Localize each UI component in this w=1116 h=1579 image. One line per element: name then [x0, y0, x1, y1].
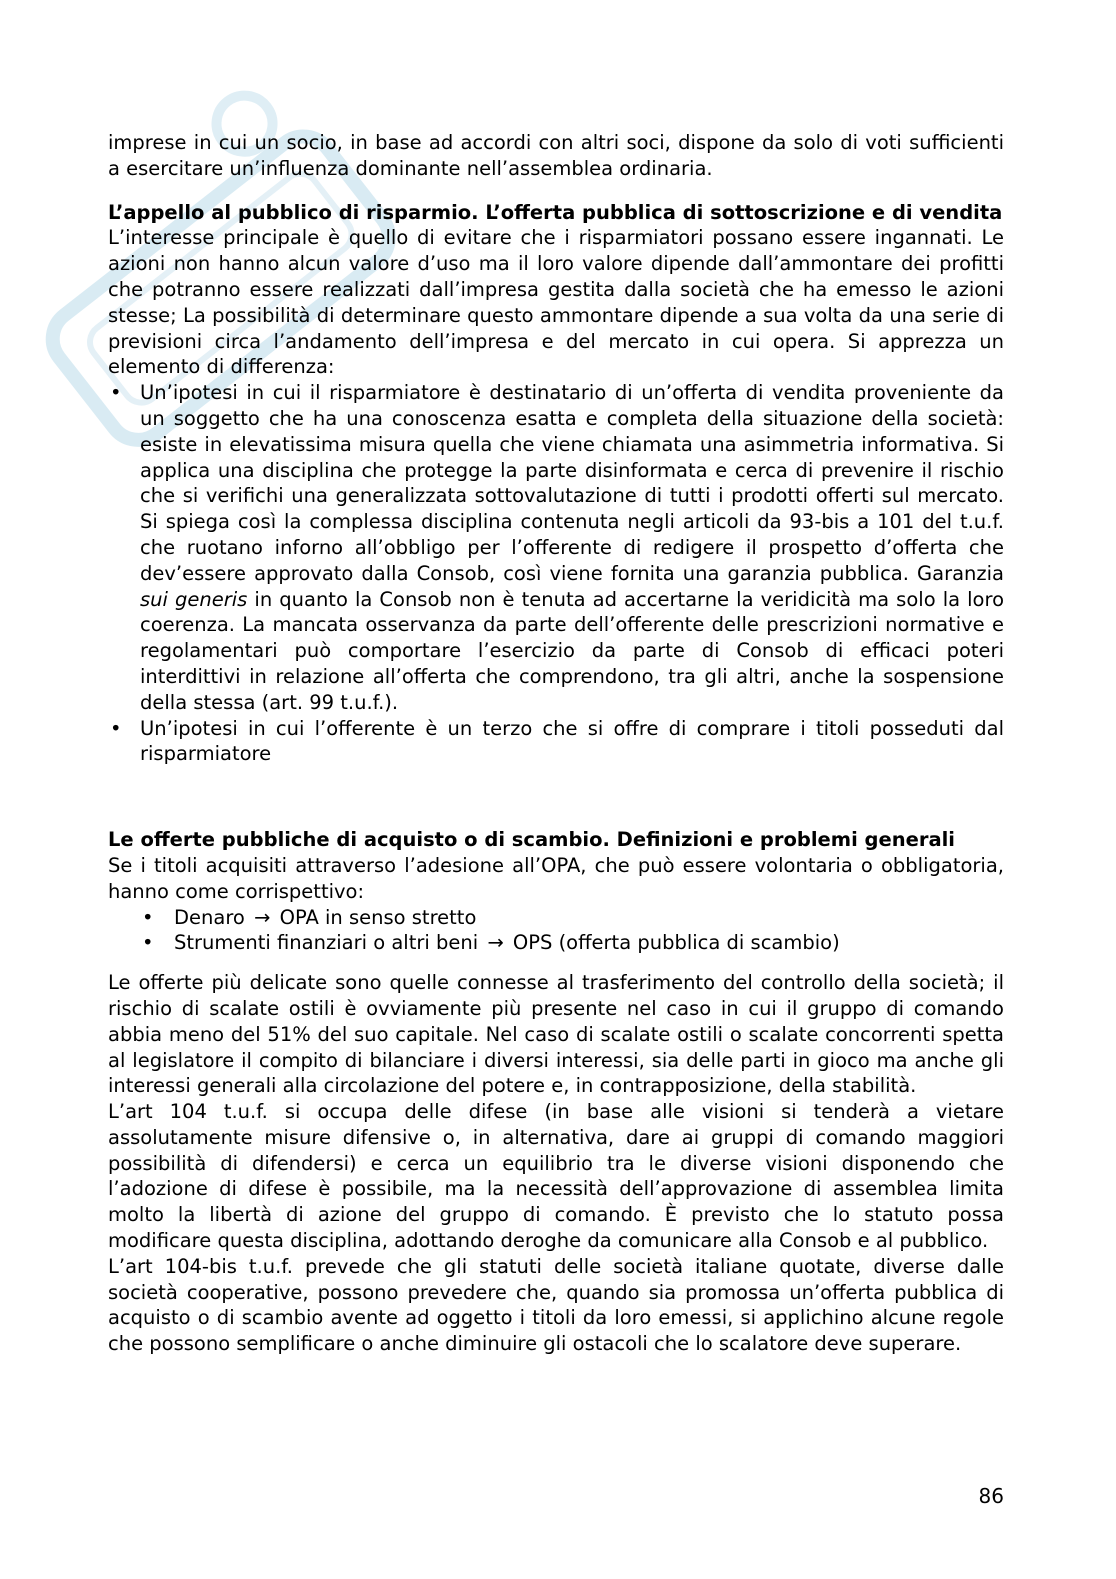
page-number: 86	[978, 1484, 1004, 1508]
arrow-right-icon: →	[254, 905, 271, 929]
bullet-list-corrispettivo	[108, 905, 1004, 957]
list-item-text: in quanto la Consob non è tenuta ad accertarne la veridicità ma solo la loro coerenza. La mancata osservanza da parte dell’offerente delle prescrizioni normative e regolamentari può comportare l’esercizio da parte di Consob di efficaci poteri interdittivi in relazione all’offerta che comprendono, tra gli altri, anche la sospensione della stessa (art. 99 t.u.f.).	[140, 587, 1005, 714]
list-item-term: Denaro	[174, 905, 245, 929]
section-intro-paragraph: Se i titoli acquisiti attraverso l’adesione all’OPA, che può essere volontaria o obbligatoria, hanno come corrispettivo:	[108, 853, 1004, 903]
section-paragraph: L’art 104 t.u.f. si occupa delle difese (in base alle visioni si tenderà a vietare assolutamente misure difensive o, in alternativa, dare ai gruppi di comando maggiori possibilità di difendersi) e cerca un equilibrio tra le diverse visioni disponendo che l’adozione di difese è possibile, ma la necessità dell’approvazione di assemblea limita molto la libertà di azione del gruppo di comando. È previsto che lo statuto possa modificare questa disciplina, adottando deroghe da comunicare alla Consob e al pubblico.	[108, 1100, 1004, 1253]
bullet-list	[108, 380, 1004, 767]
section-heading-offerte-pubbliche: Le offerte pubbliche di acquisto o di scambio. Definizioni e problemi generali	[108, 828, 955, 852]
list-item-text: Un’ipotesi in cui l’offerente è un terzo che si offre di comprare i titoli posseduti dal risparmiatore	[140, 716, 1004, 766]
section-heading-appello-pubblico: L’appello al pubblico di risparmio. L’offerta pubblica di sottoscrizione e di vendita	[108, 200, 1003, 224]
italic-term: sui generis	[140, 587, 248, 611]
intro-paragraph: imprese in cui un socio, in base ad accordi con altri soci, dispone da solo di voti sufficienti a esercitare un’influenza dominante nell’assemblea ordinaria.	[108, 131, 1004, 180]
list-item	[108, 716, 1004, 768]
list-item-text: Un’ipotesi in cui il risparmiatore è destinatario di un’offerta di vendita proveniente da un soggetto che ha una conoscenza esatta e completa della situazione della società: esiste in elevatissima misura quella che viene chiamata una asimmetria informativa. Si applica una disciplina che protegge la parte disinformata e cerca di prevenire il rischio che si verifichi una generalizzata sottovalutazione di tutti i prodotti offerti sul mercato. Si spiega così la complessa disciplina contenuta negli articoli da 93-bis a 101 del t.u.f. che ruotano inforno all’obbligo per l’offerente di redigere il prospetto d’offerta che dev’essere approvato dalla Consob, così viene fornita una garanzia pubblica. Garanzia	[140, 381, 1004, 585]
document-page	[108, 130, 1004, 1357]
list-item-definition: OPS (offerta pubblica di scambio)	[512, 931, 840, 955]
list-item	[108, 905, 1004, 931]
list-item	[108, 380, 1004, 715]
list-item-definition: OPA in senso stretto	[279, 905, 477, 929]
section-paragraph: Le offerte più delicate sono quelle connesse al trasferimento del controllo della società; il rischio di scalate ostili è ovviamente più presente nel caso in cui il gruppo di comando abbia meno del 51% del suo capitale. Nel caso di scalate ostili o scalate concorrenti spetta al legislatore il compito di bilanciare i diversi interessi, sia delle parti in gioco ma anche gli interessi generali alla circolazione del potere e, in contrapposizione, della stabilità.	[108, 971, 1004, 1098]
list-item-term: Strumenti finanziari o altri beni	[174, 931, 479, 955]
list-item	[108, 930, 1004, 956]
arrow-right-icon: →	[487, 931, 504, 955]
section-paragraph: L’art 104-bis t.u.f. prevede che gli statuti delle società italiane quotate, diverse dalle società cooperative, possono prevedere che, quando sia promossa un’offerta pubblica di acquisto o di scambio avente ad oggetto i titoli da loro emessi, si applichino alcune regole che possono semplificare o anche diminuire gli ostacoli che lo scalatore deve superare.	[108, 1254, 1004, 1356]
section-paragraph: L’interesse principale è quello di evitare che i risparmiatori possano essere ingannati. Le azioni non hanno alcun valore d’uso ma il loro valore dipende dall’ammontare dei profitti che potranno essere realizzati dall’impresa gestita dalla società che ha emesso le azioni stesse; La possibilità di determinare questo ammontare dipende a sua volta da una serie di previsioni circa l’andamento dell’impresa e del mercato in cui opera. Si apprezza un elemento di differenza:	[108, 226, 1004, 379]
